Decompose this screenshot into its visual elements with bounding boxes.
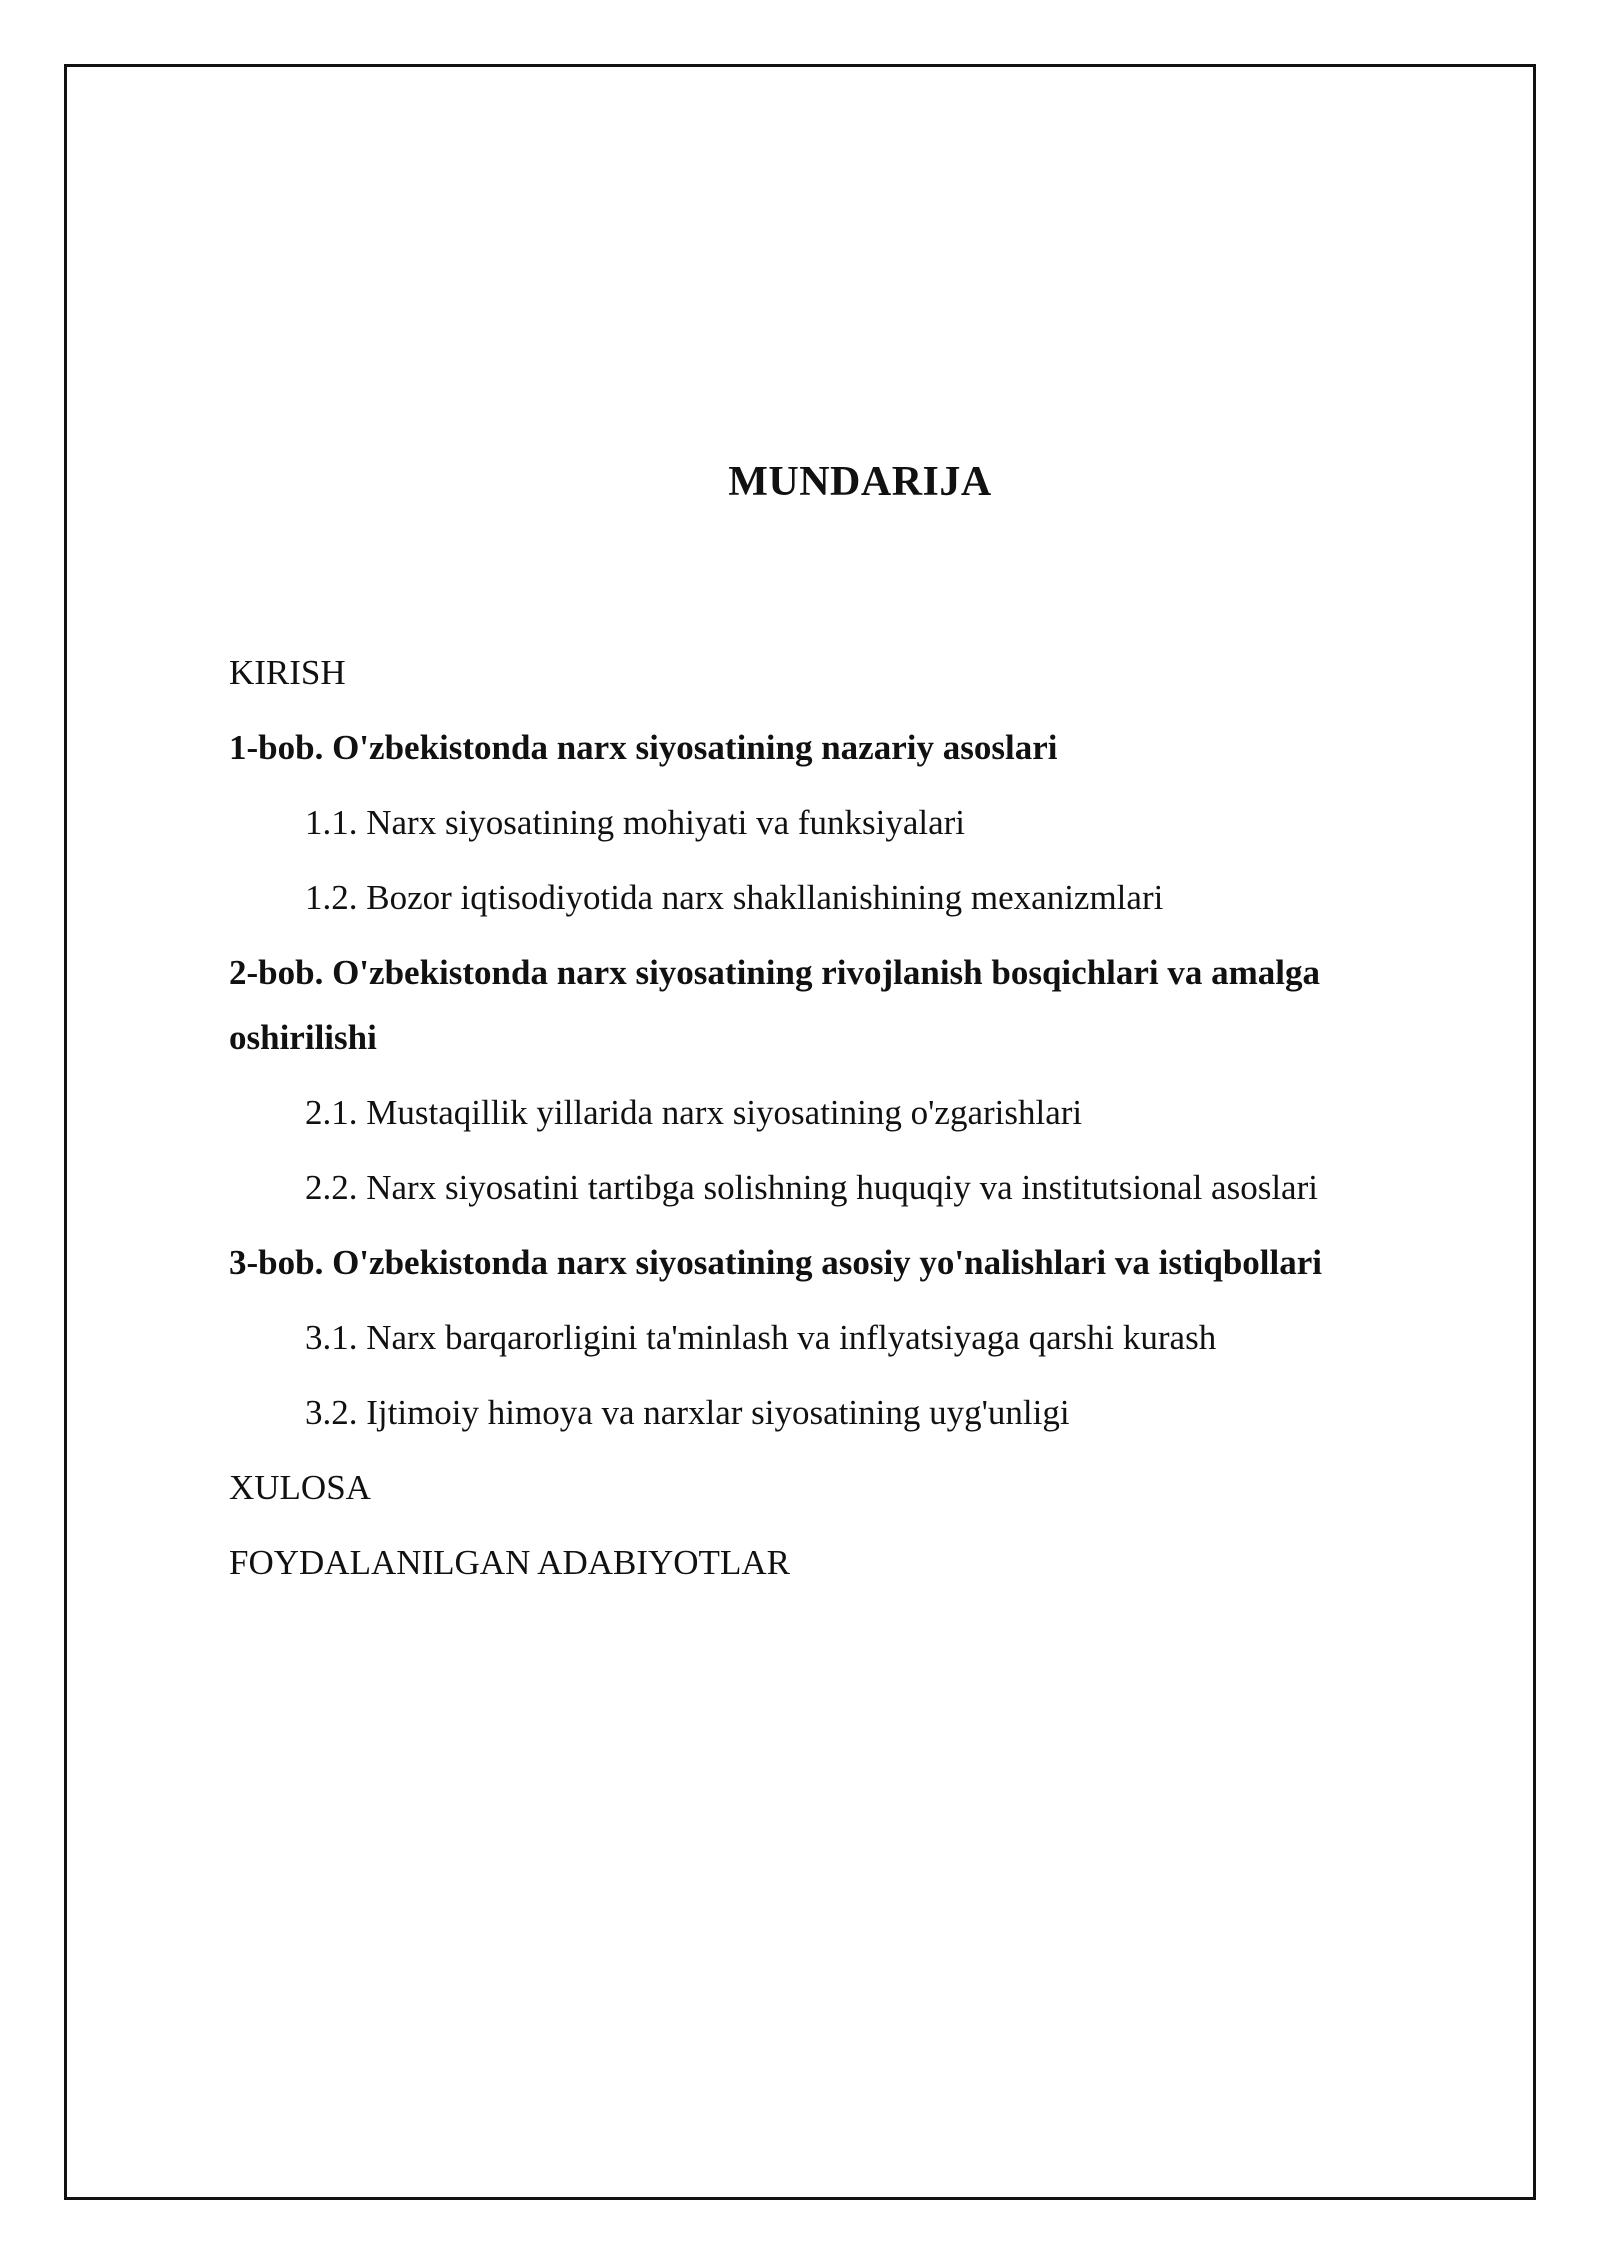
toc-entry-introduction: KIRISH <box>229 653 346 692</box>
toc-section-1-2: 1.2. Bozor iqtisodiyotida narx shakllanishining mexanizmlari <box>305 878 1164 917</box>
toc-section-2-2: 2.2. Narx siyosatini tartibga solishning huquqiy va institutsional asoslari <box>305 1168 1318 1207</box>
toc-section-2-1: 2.1. Mustaqillik yillarida narx siyosatining o'zgarishlari <box>305 1093 1083 1132</box>
toc-section-3-2: 3.2. Ijtimoiy himoya va narxlar siyosatining uyg'unligi <box>305 1393 1070 1432</box>
toc-chapter-2: 2-bob. O'zbekistonda narx siyosatining rivojlanish bosqichlari va amalga oshirilishi <box>229 953 1321 1057</box>
toc-entry-conclusion: XULOSA <box>229 1468 371 1507</box>
toc-chapter-1: 1-bob. O'zbekistonda narx siyosatining nazariy asoslari <box>229 728 1058 767</box>
toc-chapter-3: 3-bob. O'zbekistonda narx siyosatining asosiy yo'nalishlari va istiqbollari <box>229 1243 1322 1282</box>
toc-section-3-1: 3.1. Narx barqarorligini ta'minlash va inflyatsiyaga qarshi kurash <box>305 1318 1217 1357</box>
table-of-contents <box>229 640 1439 1605</box>
toc-entry-references: FOYDALANILGAN ADABIYOTLAR <box>229 1543 790 1582</box>
toc-title: MUNDARIJA <box>728 459 992 505</box>
toc-section-1-1: 1.1. Narx siyosatining mohiyati va funksiyalari <box>305 803 966 842</box>
